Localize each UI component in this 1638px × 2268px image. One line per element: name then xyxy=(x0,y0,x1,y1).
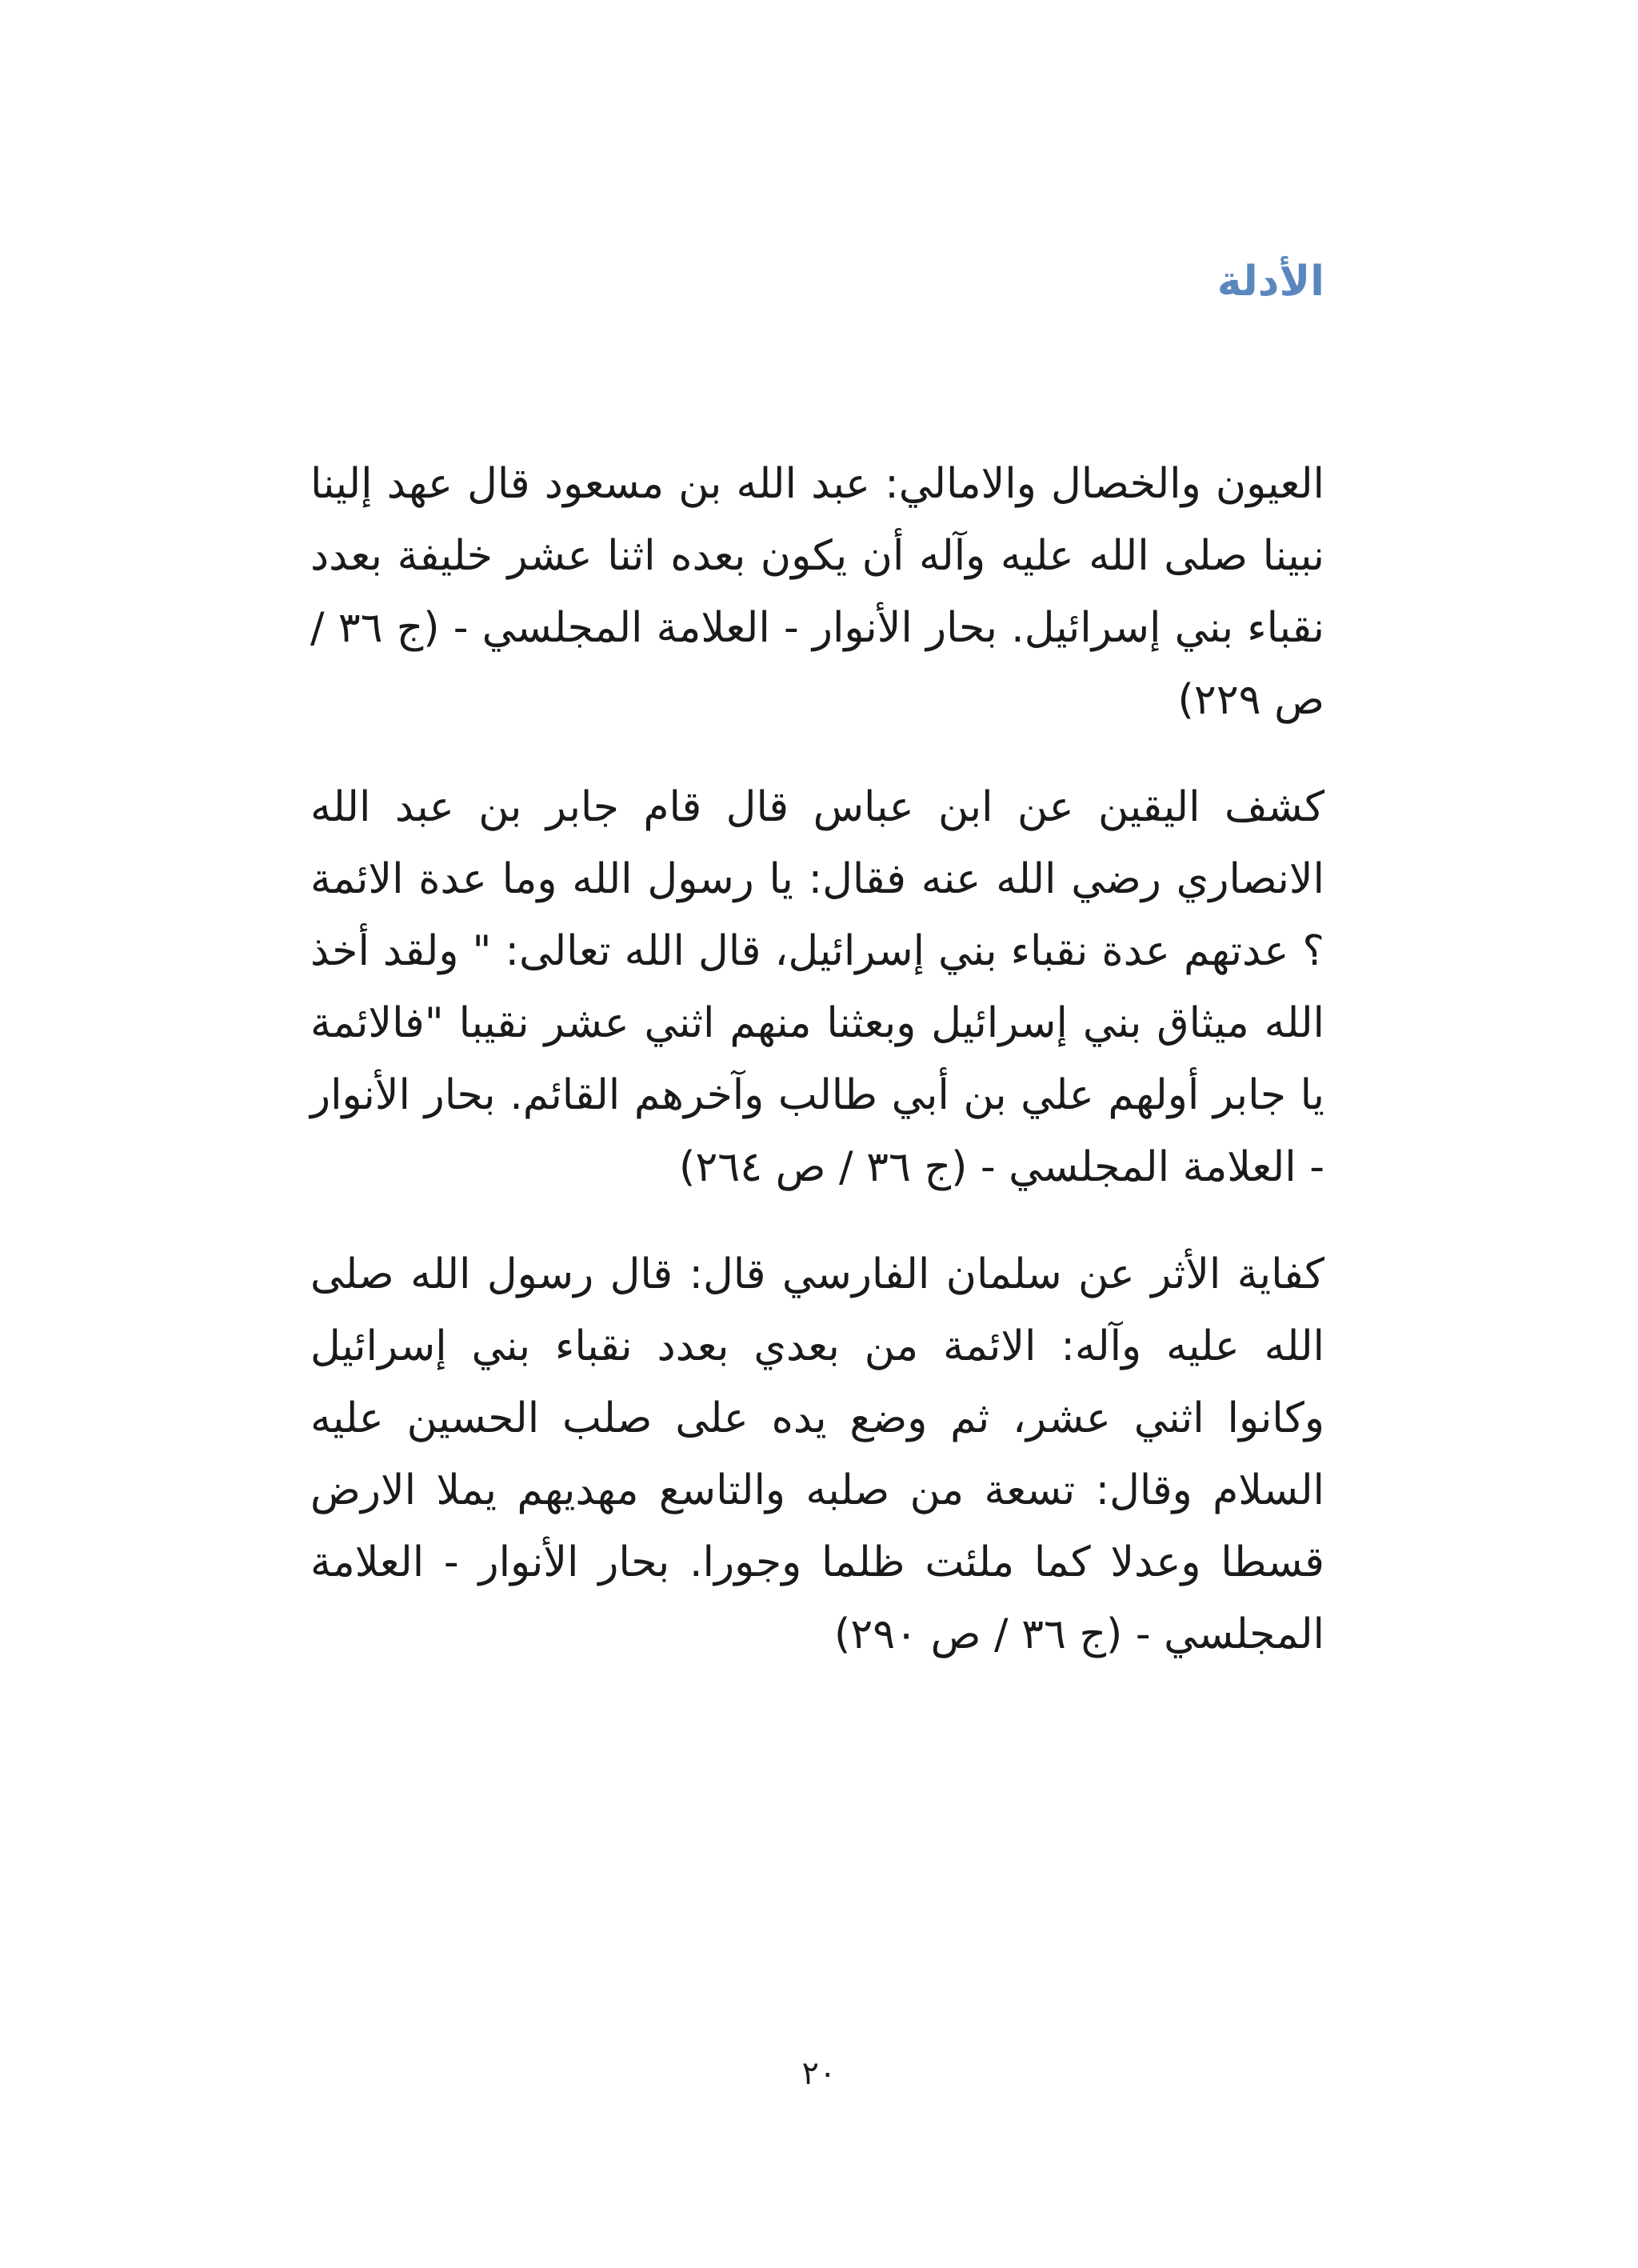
page-number: ٢٠ xyxy=(801,2055,837,2092)
paragraph-3: كفاية الأثر عن سلمان الفارسي قال: قال رسول الله صلى الله عليه وآله: الائمة من بعدي بعدد نقباء بني إسرائيل وكانوا اثني عشر، ثم وضع يده على صلب الحسين عليه السلام وقال: تسعة من صلبه والتاسع مهديهم يملا الارض قسطا وعدلا كما ملئت ظلما وجورا. بحار الأنوار - العلامة المجلسي - (ج ٣٦ / ص ٢٩٠) xyxy=(310,1250,1324,1658)
body-text xyxy=(310,448,1324,1706)
paragraph-1: العيون والخصال والامالي: عبد الله بن مسعود قال عهد إلينا نبينا صلى الله عليه وآله أن يكون بعده اثنا عشر خليفة بعدد نقباء بني إسرائيل. بحار الأنوار - العلامة المجلسي - (ج ٣٦ / ص ٢٢٩) xyxy=(310,460,1324,724)
paragraph-2: كشف اليقين عن ابن عباس قال قام جابر بن عبد الله الانصاري رضي الله عنه فقال: يا رسول الله وما عدة الائمة ؟ عدتهم عدة نقباء بني إسرائيل، قال الله تعالى: " ولقد أخذ الله ميثاق بني إسرائيل وبعثنا منهم اثني عشر نقيبا "فالائمة يا جابر أولهم علي بن أبي طالب وآخرهم القائم. بحار الأنوار - العلامة المجلسي - (ج ٣٦ / ص ٢٦٤) xyxy=(310,783,1324,1191)
section-heading: الأدلة xyxy=(1217,258,1324,306)
